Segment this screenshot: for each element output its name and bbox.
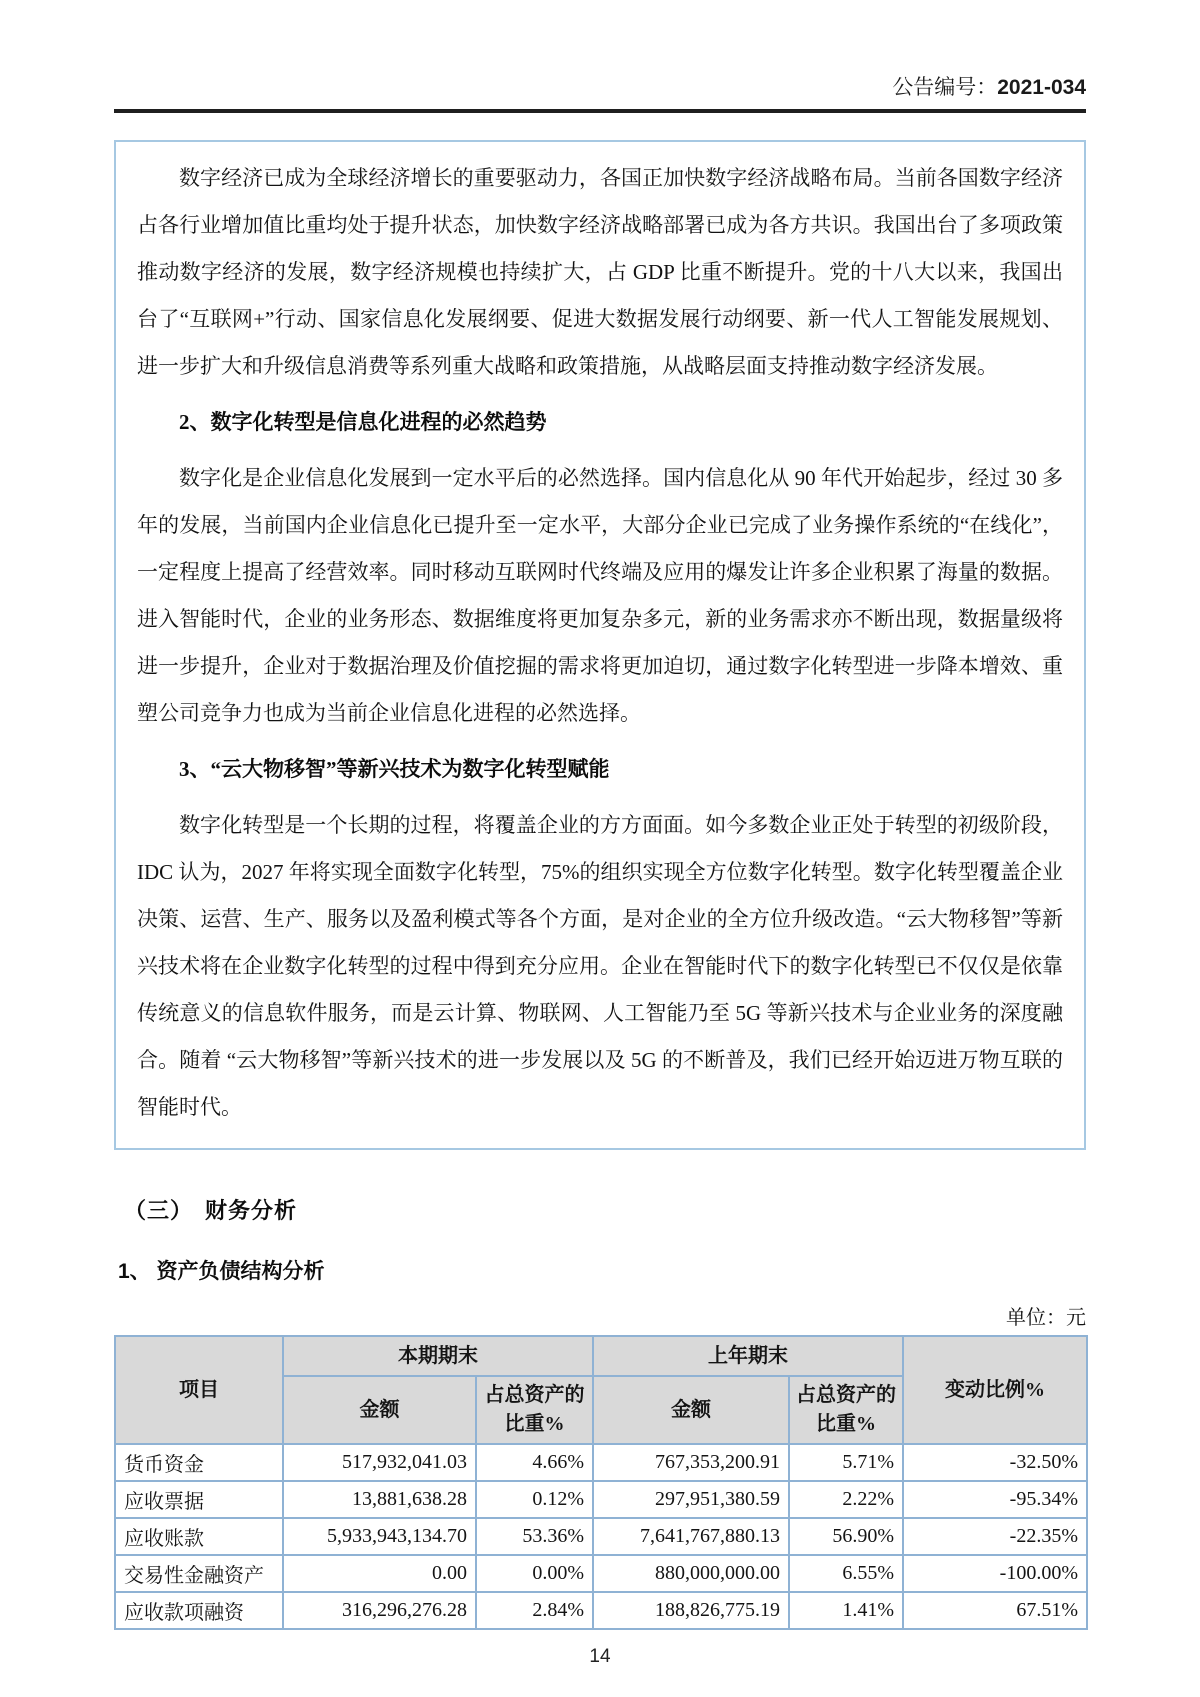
header-cell-change-ratio: 变动比例%: [903, 1336, 1087, 1444]
table-header-group-row: [115, 1336, 1087, 1376]
header-cell-current-period: 本期期末: [283, 1336, 593, 1376]
cell-current-ratio: 0.12%: [476, 1481, 593, 1518]
cell-item: 交易性金融资产: [115, 1555, 283, 1592]
paragraph-digitalization: 数字化是企业信息化发展到一定水平后的必然选择。国内信息化从 90 年代开始起步，经过 30 多年的发展，当前国内企业信息化已提升至一定水平，大部分企业已完成了业务操作系统的“在线化”，一定程度上提高了经营效率。同时移动互联网时代终端及应用的爆发让许多企业积累了海量的数据。进入智能时代，企业的业务形态、数据维度将更加复杂多元，新的业务需求亦不断出现，数据量级将进一步提升，企业对于数据治理及价值挖掘的需求将更加迫切，通过数字化转型进一步降本增效、重塑公司竞争力也成为当前企业信息化进程的必然选择。: [137, 466, 1063, 726]
cell-current-amount: 0.00: [283, 1555, 476, 1592]
table-row: [115, 1481, 1087, 1518]
cell-change-ratio: 67.51%: [903, 1592, 1087, 1629]
cell-change-ratio: -32.50%: [903, 1444, 1087, 1481]
intro-text-box: [114, 140, 1086, 1150]
cell-current-ratio: 4.66%: [476, 1444, 593, 1481]
header-divider: [114, 109, 1086, 113]
announcement-number: 2021-034: [997, 76, 1086, 99]
cell-current-ratio: 53.36%: [476, 1518, 593, 1555]
header-cell-ratio-current: 占总资产的比重%: [476, 1376, 593, 1444]
cell-prior-amount: 880,000,000.00: [593, 1555, 789, 1592]
cell-prior-ratio: 1.41%: [789, 1592, 903, 1629]
cell-current-amount: 316,296,276.28: [283, 1592, 476, 1629]
cell-change-ratio: -100.00%: [903, 1555, 1087, 1592]
cell-item: 应收款项融资: [115, 1592, 283, 1629]
header-cell-prior-period: 上年期末: [593, 1336, 903, 1376]
cell-prior-amount: 297,951,380.59: [593, 1481, 789, 1518]
balance-structure-heading: 1、 资产负债结构分析: [118, 1260, 325, 1284]
header-cell-ratio-prior: 占总资产的比重%: [789, 1376, 903, 1444]
header-cell-amount-current: 金额: [283, 1376, 476, 1444]
cell-prior-ratio: 5.71%: [789, 1444, 903, 1481]
table-row: [115, 1518, 1087, 1555]
paragraph-new-tech: 数字化转型是一个长期的过程，将覆盖企业的方方面面。如今多数企业正处于转型的初级阶段，IDC 认为，2027 年将实现全面数字化转型，75%的组织实现全方位数字化转型。数字化转型覆盖企业决策、运营、生产、服务以及盈利模式等各个方面，是对企业的全方位升级改造。“云大物移智”等新兴技术将在企业数字化转型的过程中得到充分应用。企业在智能时代下的数字化转型已不仅仅是依靠传统意义的信息软件服务，而是云计算、物联网、人工智能乃至 5G 等新兴技术与企业业务的深度融合。随着 “云大物移智”等新兴技术的进一步发展以及 5G 的不断普及，我们已经开始迈进万物互联的智能时代。: [137, 813, 1063, 1120]
cell-prior-amount: 188,826,775.19: [593, 1592, 789, 1629]
heading-new-tech: 3、“云大物移智”等新兴技术为数字化转型赋能: [179, 757, 610, 782]
header-cell-amount-prior: 金额: [593, 1376, 789, 1444]
cell-current-amount: 5,933,943,134.70: [283, 1518, 476, 1555]
cell-change-ratio: -95.34%: [903, 1481, 1087, 1518]
cell-item: 应收票据: [115, 1481, 283, 1518]
doc-header: [114, 0, 1086, 101]
cell-prior-ratio: 56.90%: [789, 1518, 903, 1555]
cell-current-ratio: 2.84%: [476, 1592, 593, 1629]
cell-current-ratio: 0.00%: [476, 1555, 593, 1592]
unit-label: 单位：元: [1006, 1307, 1086, 1330]
cell-item: 货币资金: [115, 1444, 283, 1481]
page-number: 14: [589, 1646, 611, 1668]
heading-digital-transformation: 2、数字化转型是信息化进程的必然趋势: [179, 410, 547, 435]
table-row: [115, 1592, 1087, 1629]
cell-item: 应收账款: [115, 1518, 283, 1555]
cell-prior-ratio: 2.22%: [789, 1481, 903, 1518]
cell-current-amount: 13,881,638.28: [283, 1481, 476, 1518]
header-cell-item: 项目: [115, 1336, 283, 1444]
cell-prior-amount: 767,353,200.91: [593, 1444, 789, 1481]
cell-prior-amount: 7,641,767,880.13: [593, 1518, 789, 1555]
cell-prior-ratio: 6.55%: [789, 1555, 903, 1592]
finance-section-heading: （三） 财务分析: [124, 1198, 298, 1224]
paragraph-digital-economy: 数字经济已成为全球经济增长的重要驱动力，各国正加快数字经济战略布局。当前各国数字经济占各行业增加值比重均处于提升状态，加快数字经济战略部署已成为各方共识。我国出台了多项政策推动数字经济的发展，数字经济规模也持续扩大，占 GDP 比重不断提升。党的十八大以来，我国出台了“互联网+”行动、国家信息化发展纲要、促进大数据发展行动纲要、新一代人工智能发展规划、进一步扩大和升级信息消费等系列重大战略和政策措施，从战略层面支持推动数字经济发展。: [137, 166, 1063, 379]
announcement-label: 公告编号：: [892, 75, 998, 99]
cell-current-amount: 517,932,041.03: [283, 1444, 476, 1481]
balance-sheet-table: [114, 1335, 1088, 1630]
cell-change-ratio: -22.35%: [903, 1518, 1087, 1555]
table-row: [115, 1555, 1087, 1592]
table-row: [115, 1444, 1087, 1481]
